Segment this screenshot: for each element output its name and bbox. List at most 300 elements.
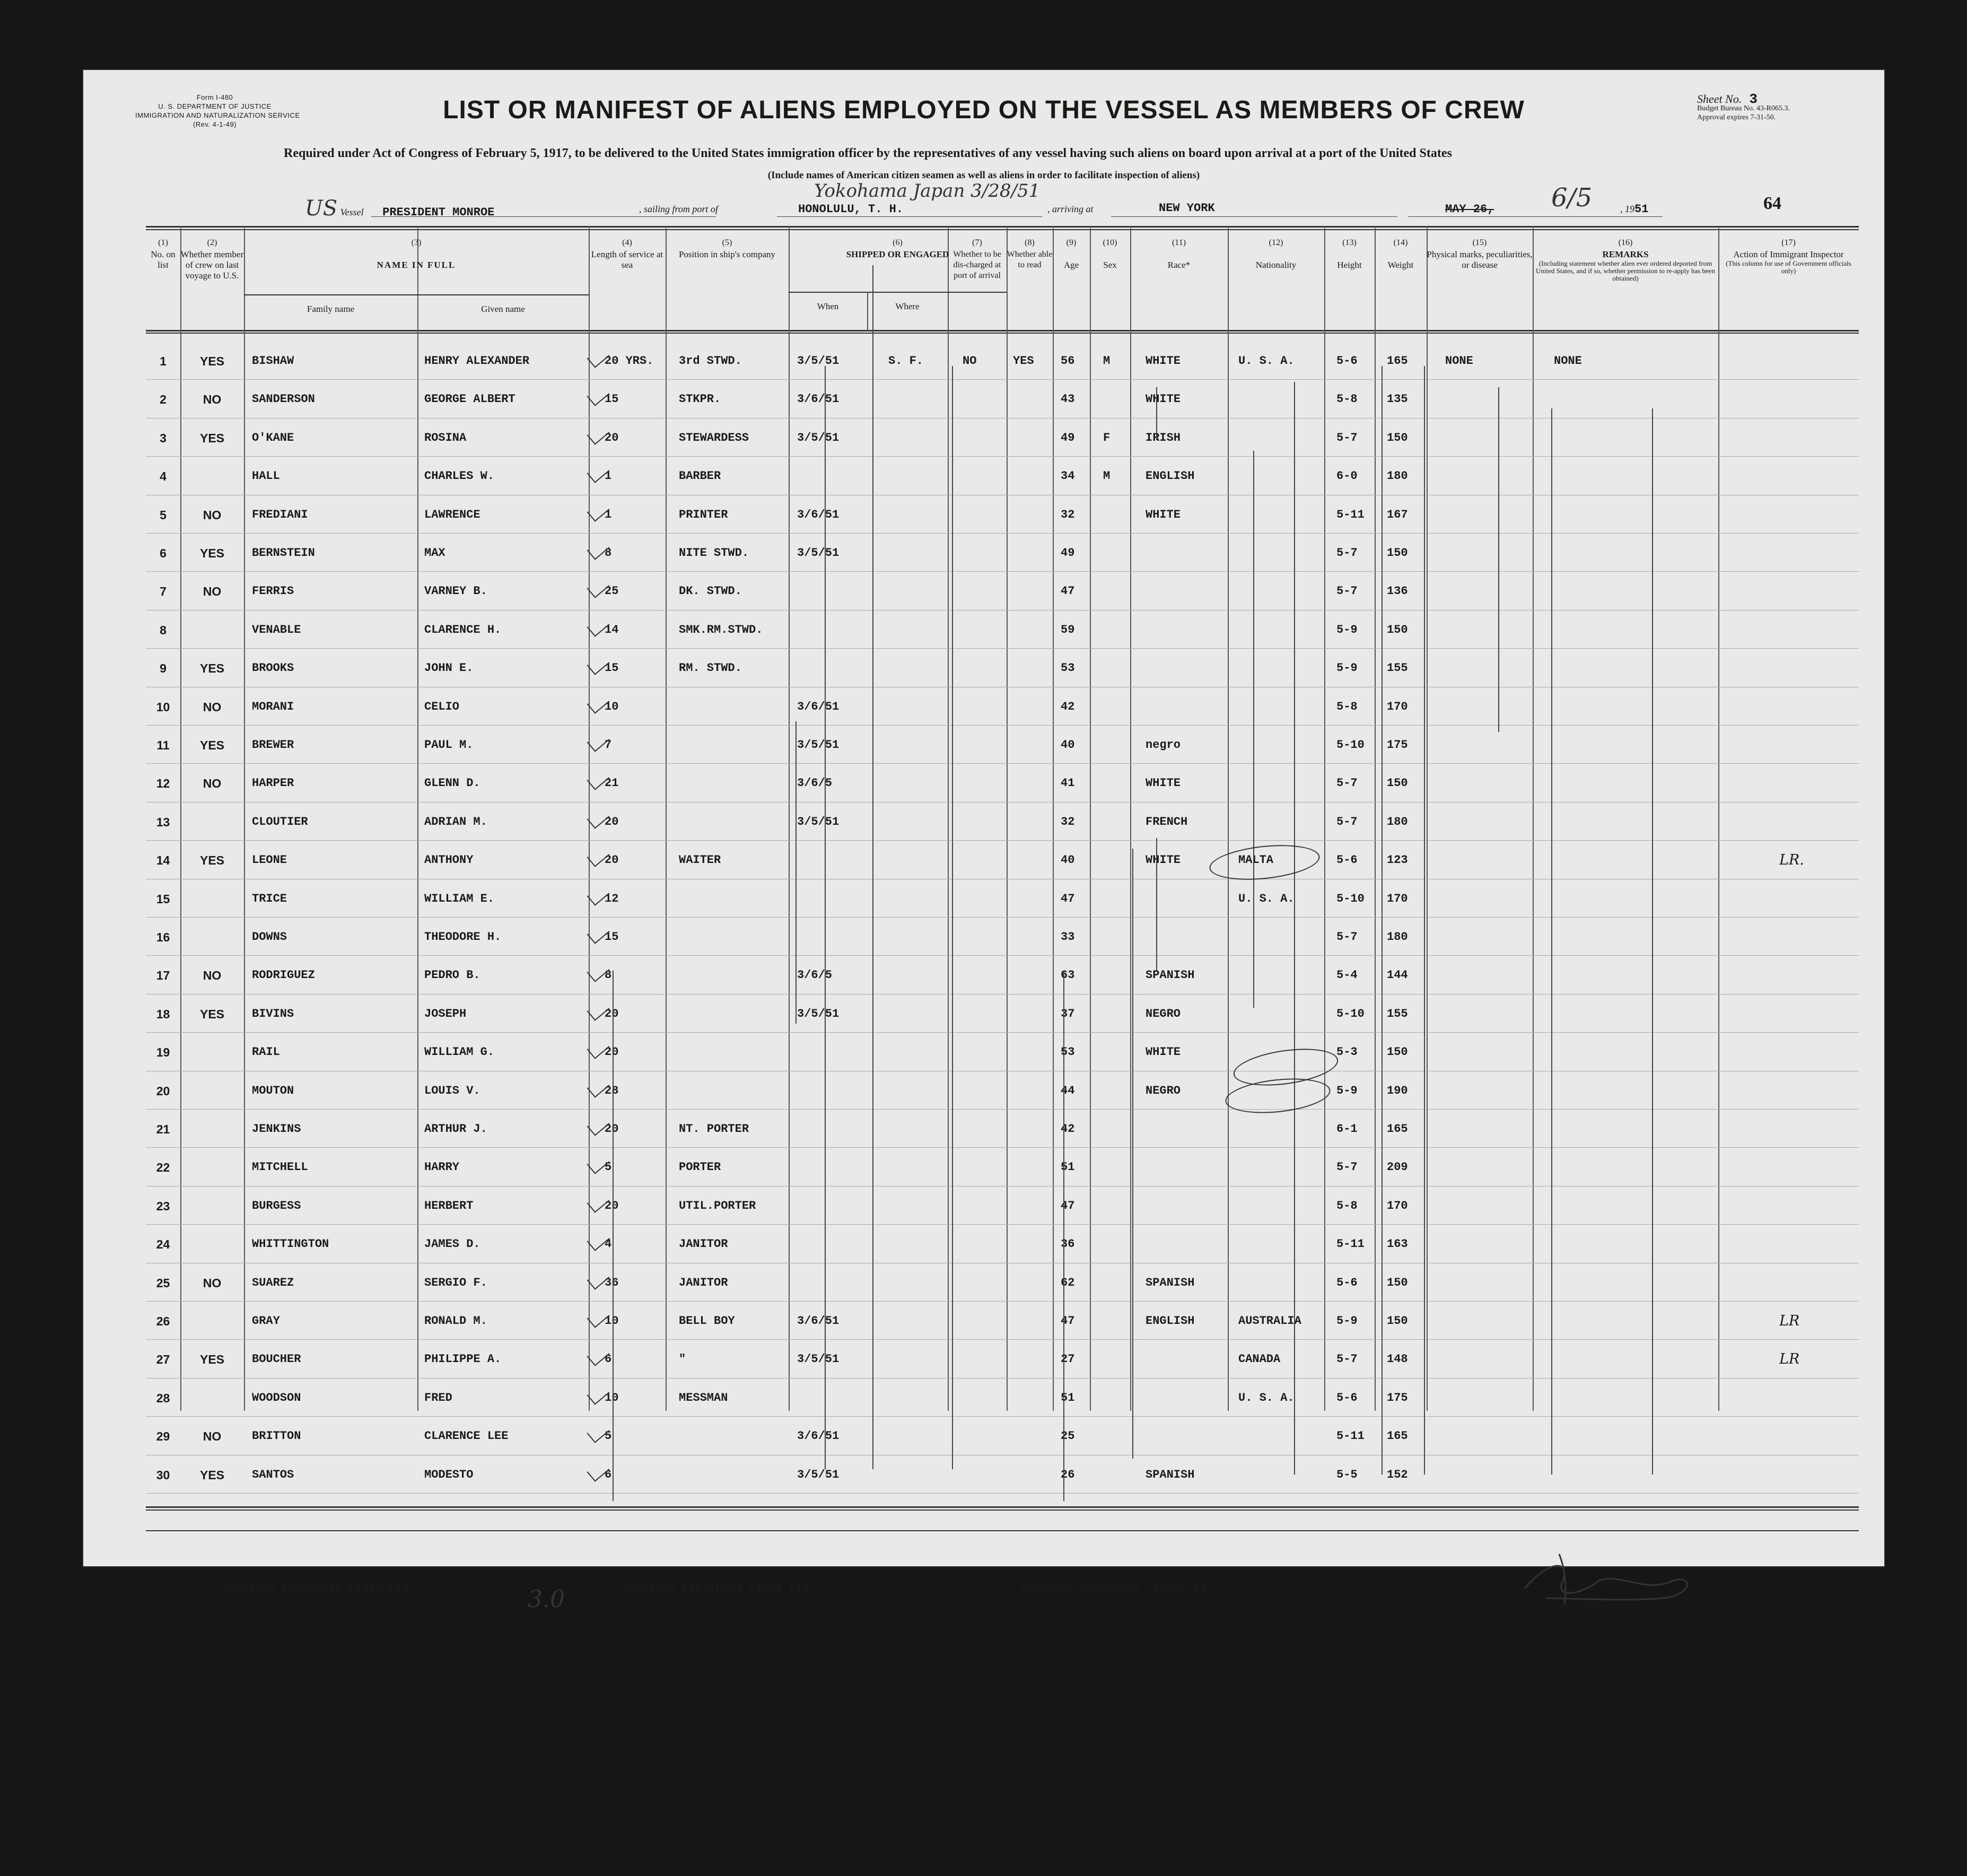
- age: 36: [1061, 1237, 1075, 1251]
- discharged-at-port: [963, 995, 1005, 1033]
- ditto-line: [1294, 382, 1295, 1474]
- ditto-line: [795, 721, 797, 1024]
- discharged-at-port: [963, 880, 1005, 918]
- able-to-read: [1013, 380, 1053, 418]
- row-number: 13: [156, 815, 170, 829]
- shipped-where: [888, 1417, 947, 1455]
- weight: 155: [1387, 661, 1408, 675]
- sheet-number: 3: [1749, 91, 1758, 107]
- discharged-at-port: [963, 457, 1005, 495]
- weight: 170: [1387, 1199, 1408, 1212]
- inspector-action: [1779, 611, 1854, 649]
- race: [1146, 1110, 1228, 1148]
- table-row: [82, 880, 1885, 918]
- age: 51: [1061, 1391, 1075, 1404]
- shipped-when: [797, 457, 866, 495]
- previous-voyage: YES: [199, 738, 225, 752]
- discharged-at-port: NO: [963, 354, 977, 368]
- shipped-where: [888, 1302, 947, 1340]
- discharged-at-port: [963, 380, 1005, 418]
- shipped-where: [888, 726, 947, 764]
- sailing-label: , sailing from port of: [639, 204, 718, 214]
- ship-position: [679, 1417, 788, 1455]
- sheet-number-block: [1697, 91, 1856, 122]
- physical-marks: [1445, 572, 1530, 610]
- ship-position: ": [679, 1353, 686, 1366]
- nationality: [1238, 457, 1323, 495]
- family-name: CLOUTIER: [252, 815, 308, 828]
- height: 5-10: [1336, 738, 1365, 752]
- inspector-action: [1779, 918, 1854, 956]
- age: 26: [1061, 1468, 1075, 1481]
- weight: 144: [1387, 968, 1408, 982]
- previous-voyage: NO: [203, 584, 222, 599]
- shipped-when: [797, 1225, 866, 1263]
- previous-voyage: [180, 1187, 244, 1225]
- shipped-when: [797, 649, 866, 687]
- row-number: 14: [156, 853, 170, 868]
- family-name: BROOKS: [252, 661, 294, 675]
- shipped-where: [888, 496, 947, 534]
- ditto-line: [1253, 451, 1254, 1008]
- age: 47: [1061, 584, 1075, 598]
- inspector-action: [1779, 1379, 1854, 1417]
- footer-hand-mark: 3.0: [528, 1586, 565, 1613]
- height: 5-8: [1336, 700, 1358, 713]
- col-header-height: (13) Height: [1337, 238, 1362, 270]
- height: 5-9: [1336, 661, 1358, 675]
- previous-voyage: YES: [199, 1353, 225, 1367]
- discharged-at-port: [963, 1033, 1005, 1071]
- physical-marks: [1445, 918, 1530, 956]
- shipped-where: [888, 1225, 947, 1263]
- shipped-when: [797, 918, 866, 956]
- col-header-action: (17) Action of Immigrant Inspector (This column for use of Government officials only): [1726, 238, 1851, 275]
- height: 5-7: [1336, 930, 1358, 944]
- physical-marks: [1445, 380, 1530, 418]
- subtitle: Required under Act of Congress of February 5, 1917, to be delivered to the United States immigration officer by the representatives of any vessel having such aliens on board upon arrival at a port of the United States: [284, 146, 1452, 160]
- length-of-service: 7: [605, 738, 612, 752]
- able-to-read: [1013, 1225, 1053, 1263]
- race: SPANISH: [1146, 1468, 1195, 1481]
- discharged-at-port: [963, 841, 1005, 879]
- shipped-where: [888, 841, 947, 879]
- family-name: WOODSON: [252, 1391, 301, 1404]
- table-row: [82, 1110, 1885, 1148]
- sex: [1103, 1072, 1130, 1110]
- inspector-action: [1779, 1225, 1854, 1263]
- remarks: [1554, 956, 1713, 994]
- height: 5-11: [1336, 1237, 1365, 1251]
- race: WHITE: [1146, 853, 1181, 867]
- discharged-at-port: [963, 1379, 1005, 1417]
- age: 51: [1061, 1160, 1075, 1174]
- row-number: 30: [156, 1468, 170, 1482]
- remarks: [1554, 726, 1713, 764]
- length-of-service: 15: [605, 930, 619, 944]
- row-number: 22: [156, 1160, 170, 1175]
- given-name: CLARENCE LEE: [424, 1429, 509, 1443]
- height: 5-6: [1336, 354, 1358, 368]
- row-number: 9: [160, 661, 167, 676]
- sailing-from: HONOLULU, T. H.: [798, 203, 904, 216]
- inspector-action: [1779, 572, 1854, 610]
- shipped-when: [797, 880, 866, 918]
- height: 5-11: [1336, 1429, 1365, 1443]
- physical-marks: NONE: [1445, 354, 1473, 368]
- race: [1146, 918, 1228, 956]
- physical-marks: [1445, 803, 1530, 841]
- remarks: [1554, 688, 1713, 726]
- manifest-sheet: [82, 69, 1885, 1613]
- able-to-read: [1013, 1264, 1053, 1302]
- ditto-line: [952, 366, 953, 1469]
- remarks: [1554, 1187, 1713, 1225]
- sheet-label: Sheet No.: [1697, 92, 1742, 106]
- table-row: [82, 649, 1885, 687]
- sex: [1103, 880, 1130, 918]
- remarks: [1554, 1456, 1713, 1494]
- nationality: [1238, 918, 1323, 956]
- ditto-line: [1498, 387, 1499, 732]
- table-row: [82, 1187, 1885, 1225]
- row-number: 21: [156, 1122, 170, 1136]
- weight: 136: [1387, 584, 1408, 598]
- sex: [1103, 803, 1130, 841]
- able-to-read: [1013, 1110, 1053, 1148]
- sex: [1103, 841, 1130, 879]
- shipped-where: [888, 1379, 947, 1417]
- table-row: [82, 841, 1885, 879]
- race: ENGLISH: [1146, 1314, 1195, 1328]
- weight: 123: [1387, 853, 1408, 867]
- ship-position: UTIL.PORTER: [679, 1199, 756, 1212]
- table-row: [82, 1148, 1885, 1186]
- ship-position: JANITOR: [679, 1276, 728, 1289]
- row-number: 24: [156, 1237, 170, 1252]
- family-name: FREDIANI: [252, 508, 308, 521]
- table-row: [82, 688, 1885, 726]
- physical-marks: [1445, 880, 1530, 918]
- race: [1146, 880, 1228, 918]
- remarks: [1554, 1072, 1713, 1110]
- family-name: MORANI: [252, 700, 294, 713]
- height: 5-7: [1336, 815, 1358, 828]
- inspector-action: LR: [1779, 1313, 1800, 1329]
- row-number: 28: [156, 1391, 170, 1405]
- physical-marks: [1445, 1456, 1530, 1494]
- height: 5-9: [1336, 623, 1358, 636]
- weight: 180: [1387, 815, 1408, 828]
- race: [1146, 649, 1228, 687]
- row-number: 4: [160, 469, 167, 484]
- age: 47: [1061, 1314, 1075, 1328]
- length-of-service: 20: [605, 1045, 619, 1059]
- sex: [1103, 918, 1130, 956]
- table-row: [82, 419, 1885, 457]
- previous-voyage: [180, 1302, 244, 1340]
- shipped-when: [797, 1110, 866, 1148]
- ditto-line: [872, 265, 873, 1469]
- physical-marks: [1445, 419, 1530, 457]
- able-to-read: [1013, 1340, 1053, 1378]
- ditto-line: [1382, 366, 1383, 1474]
- date-typed: MAY 26,: [1445, 203, 1494, 216]
- ship-position: [679, 803, 788, 841]
- ship-position: SMK.RM.STWD.: [679, 623, 763, 636]
- inspector-action: [1779, 419, 1854, 457]
- ditto-line: [1132, 849, 1133, 1459]
- sex: [1103, 572, 1130, 610]
- race: [1146, 1148, 1228, 1186]
- weight: 165: [1387, 1429, 1408, 1443]
- race: [1146, 1225, 1228, 1263]
- table-row: [82, 534, 1885, 572]
- family-name: LEONE: [252, 853, 287, 867]
- age: 40: [1061, 853, 1075, 867]
- given-name: CHARLES W.: [424, 469, 495, 483]
- ditto-line: [1424, 366, 1425, 1474]
- able-to-read: YES: [1013, 354, 1034, 368]
- discharged-at-port: [963, 572, 1005, 610]
- remarks: [1554, 649, 1713, 687]
- form-line: (Rev. 4-1-49): [193, 120, 237, 128]
- col-header-prev-voyage: (2) Whether member of crew on last voyage to U.S.: [180, 238, 244, 281]
- able-to-read: [1013, 1456, 1053, 1494]
- table-row: [82, 726, 1885, 764]
- vessel-name: PRESIDENT MONROE: [382, 206, 495, 219]
- shipped-when: 3/5/51: [797, 1468, 840, 1481]
- inspector-action: [1779, 1148, 1854, 1186]
- shipped-where: [888, 1033, 947, 1071]
- able-to-read: [1013, 496, 1053, 534]
- sex: [1103, 995, 1130, 1033]
- weight: 150: [1387, 623, 1408, 636]
- shipped-where: [888, 534, 947, 572]
- weight: 165: [1387, 354, 1408, 368]
- physical-marks: [1445, 764, 1530, 802]
- row-number: 8: [160, 623, 167, 637]
- length-of-service: 6: [605, 1353, 612, 1366]
- remarks: [1554, 496, 1713, 534]
- shipped-where: [888, 1456, 947, 1494]
- inspector-action: [1779, 1033, 1854, 1071]
- given-name: LOUIS V.: [424, 1084, 480, 1097]
- inspector-action: LR.: [1779, 852, 1804, 869]
- previous-voyage: YES: [199, 853, 225, 868]
- ditto-line: [1156, 838, 1157, 971]
- ship-position: [679, 1033, 788, 1071]
- shipped-where: [888, 457, 947, 495]
- given-name: HENRY ALEXANDER: [424, 354, 530, 368]
- height: 5-6: [1336, 853, 1358, 867]
- length-of-service: 20: [605, 815, 619, 828]
- physical-marks: [1445, 649, 1530, 687]
- race: [1146, 688, 1228, 726]
- shipped-when: 3/6/51: [797, 392, 840, 406]
- shipped-when: [797, 1187, 866, 1225]
- able-to-read: [1013, 1302, 1053, 1340]
- nationality: AUSTRALIA: [1238, 1314, 1301, 1328]
- row-number: 3: [160, 431, 167, 445]
- ditto-line: [825, 366, 826, 1469]
- physical-marks: [1445, 1148, 1530, 1186]
- height: 5-5: [1336, 1468, 1358, 1481]
- able-to-read: [1013, 995, 1053, 1033]
- col-header-race: (11) Race*: [1167, 238, 1191, 270]
- discharged-at-port: [963, 1187, 1005, 1225]
- given-name: MODESTO: [424, 1468, 474, 1481]
- family-name: BREWER: [252, 738, 294, 752]
- inspector-action: [1779, 803, 1854, 841]
- row-number: 29: [156, 1429, 170, 1444]
- length-of-service: 15: [605, 661, 619, 675]
- shipped-when: [797, 611, 866, 649]
- shipped-when: [797, 1072, 866, 1110]
- previous-voyage: YES: [199, 1468, 225, 1482]
- remarks: [1554, 1110, 1713, 1148]
- shipped-when: 3/6/51: [797, 700, 840, 713]
- race: SPANISH: [1146, 968, 1195, 982]
- family-name: HARPER: [252, 776, 294, 790]
- given-name: CLARENCE H.: [424, 623, 502, 636]
- ship-position: BARBER: [679, 469, 721, 483]
- family-name: TRICE: [252, 892, 287, 905]
- family-name: JENKINS: [252, 1122, 301, 1136]
- family-name: MITCHELL: [252, 1160, 308, 1174]
- footer-line-field: Line AMERICAN PRESIDENT LINES LTD.: [151, 1583, 416, 1595]
- shipped-when: [797, 1033, 866, 1071]
- col-header-nationality: (12) Nationality: [1255, 238, 1297, 270]
- ship-position: [679, 918, 788, 956]
- previous-voyage: NO: [203, 1429, 222, 1444]
- length-of-service: 20: [605, 1199, 619, 1212]
- sailing-hand: Yokohama Japan 3/28/51: [814, 180, 1041, 202]
- nationality: MALTA: [1238, 853, 1274, 867]
- nationality: [1238, 1264, 1323, 1302]
- discharged-at-port: [963, 803, 1005, 841]
- shipped-where: [888, 1148, 947, 1186]
- family-name: VENABLE: [252, 623, 301, 636]
- shipped-where: [888, 764, 947, 802]
- physical-marks: [1445, 688, 1530, 726]
- table-row: [82, 380, 1885, 418]
- discharged-at-port: [963, 956, 1005, 994]
- table-row: [82, 1340, 1885, 1378]
- sex: [1103, 1417, 1130, 1455]
- weight: 165: [1387, 1122, 1408, 1136]
- given-name: ARTHUR J.: [424, 1122, 487, 1136]
- weight: 175: [1387, 1391, 1408, 1404]
- remarks: [1554, 803, 1713, 841]
- physical-marks: [1445, 1264, 1530, 1302]
- able-to-read: [1013, 457, 1053, 495]
- height: 5-7: [1336, 584, 1358, 598]
- race: [1146, 1340, 1228, 1378]
- row-number: 27: [156, 1353, 170, 1367]
- previous-voyage: [180, 880, 244, 918]
- race: [1146, 611, 1228, 649]
- shipped-when: [797, 1148, 866, 1186]
- length-of-service: 8: [605, 968, 612, 982]
- family-name: SANDERSON: [252, 392, 315, 406]
- able-to-read: [1013, 649, 1053, 687]
- ship-position: [679, 726, 788, 764]
- ship-position: JANITOR: [679, 1237, 728, 1251]
- previous-voyage: YES: [199, 546, 225, 560]
- shipped-where: [888, 380, 947, 418]
- inspector-action: [1779, 764, 1854, 802]
- sex: M: [1103, 469, 1111, 483]
- shipped-when: 3/6/51: [797, 1314, 840, 1328]
- shipped-when: [797, 572, 866, 610]
- col-header-when: When: [817, 301, 839, 311]
- row-number: 11: [156, 738, 170, 752]
- col-header-given: Given name: [481, 304, 525, 314]
- family-name: SANTOS: [252, 1468, 294, 1481]
- given-name: WILLIAM G.: [424, 1045, 495, 1059]
- height: 6-1: [1336, 1122, 1358, 1136]
- ship-position: WAITER: [679, 853, 721, 867]
- remarks: [1554, 995, 1713, 1033]
- ship-position: [679, 688, 788, 726]
- given-name: WILLIAM E.: [424, 892, 495, 905]
- ship-position: STKPR.: [679, 392, 721, 406]
- length-of-service: 20: [605, 1122, 619, 1136]
- family-name: BERNSTEIN: [252, 546, 315, 560]
- given-name: RONALD M.: [424, 1314, 487, 1328]
- inspector-action: [1779, 534, 1854, 572]
- length-of-service: 28: [605, 1084, 619, 1097]
- inspector-action: [1779, 688, 1854, 726]
- previous-voyage: YES: [199, 1007, 225, 1021]
- col-header-physical-marks: (15) Physical marks, peculiarities, or disease: [1427, 238, 1533, 270]
- footer-officer-field: Immigration Officer: [1387, 1585, 1456, 1594]
- previous-voyage: YES: [199, 354, 225, 368]
- age: 27: [1061, 1353, 1075, 1366]
- budget-line: Budget Bureau No. 43-R065.3.: [1697, 104, 1790, 112]
- remarks: [1554, 380, 1713, 418]
- length-of-service: 6: [605, 1468, 612, 1481]
- height: 5-7: [1336, 546, 1358, 560]
- race: [1146, 1379, 1228, 1417]
- inspector-action: [1779, 496, 1854, 534]
- nationality: [1238, 419, 1323, 457]
- table-row: [82, 342, 1885, 380]
- remarks: [1554, 1148, 1713, 1186]
- length-of-service: 14: [605, 623, 619, 636]
- row-number: 20: [156, 1084, 170, 1098]
- row-number: 2: [160, 392, 167, 407]
- row-number: 15: [156, 892, 170, 906]
- vessel-label: Vessel: [340, 207, 364, 217]
- age: 49: [1061, 546, 1075, 560]
- table-row: [82, 764, 1885, 802]
- race: ENGLISH: [1146, 469, 1195, 483]
- inspector-action: [1779, 726, 1854, 764]
- ship-position: [679, 995, 788, 1033]
- sex: [1103, 534, 1130, 572]
- length-of-service: 10: [605, 1314, 619, 1328]
- height: 6-0: [1336, 469, 1358, 483]
- nationality: [1238, 764, 1323, 802]
- weight: 155: [1387, 1007, 1408, 1020]
- previous-voyage: [180, 803, 244, 841]
- weight: 190: [1387, 1084, 1408, 1097]
- previous-voyage: NO: [203, 1276, 222, 1290]
- given-name: GEORGE ALBERT: [424, 392, 515, 406]
- inspector-action: [1779, 880, 1854, 918]
